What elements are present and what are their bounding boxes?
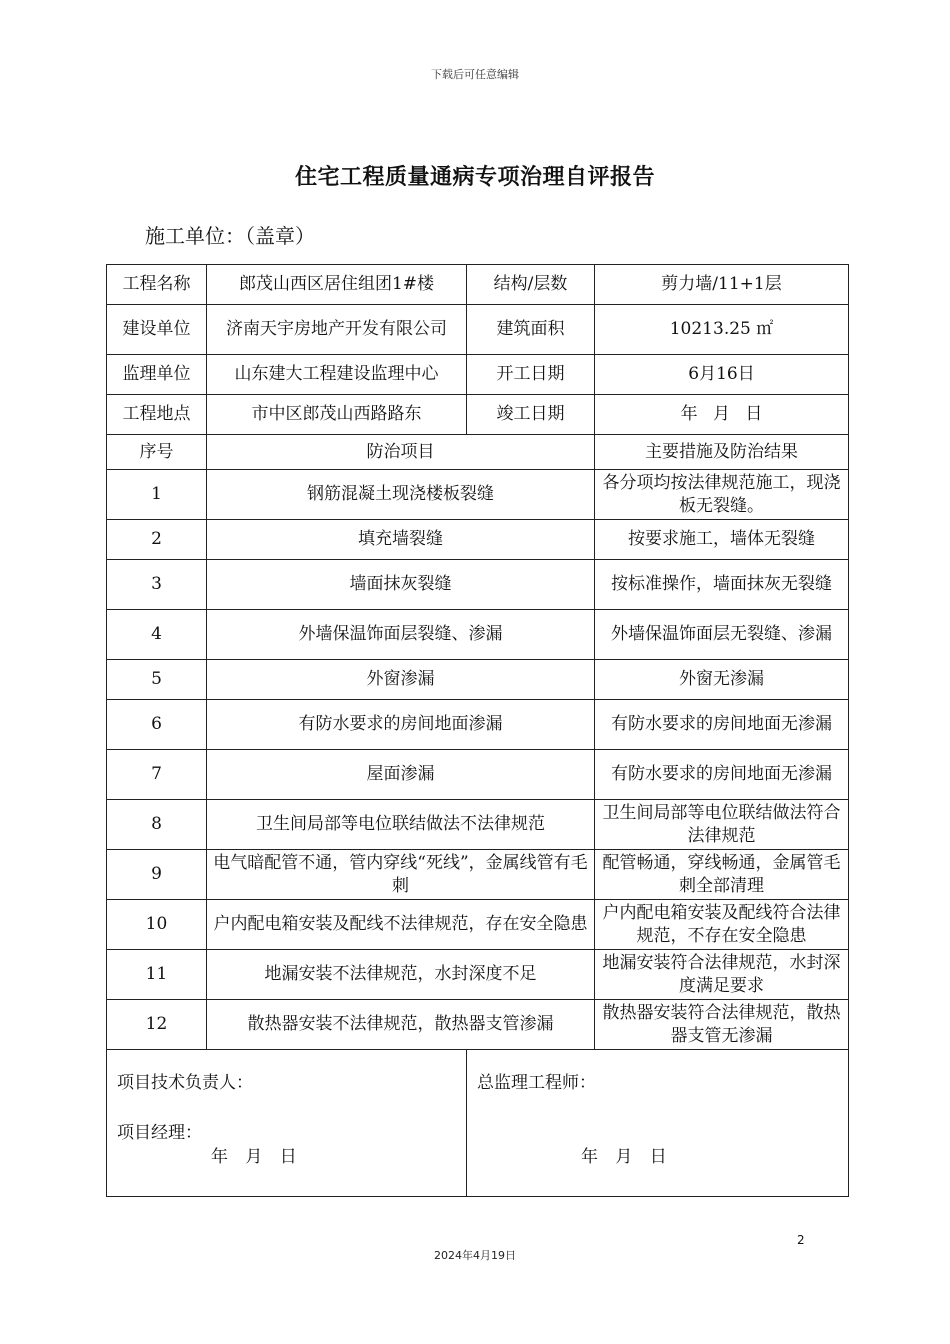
location-value: 市中区郎茂山西路路东	[207, 395, 467, 435]
supervisor-value: 山东建大工程建设监理中心	[207, 355, 467, 395]
table-row	[107, 750, 849, 800]
construction-unit-line: 施工单位：（盖章）	[145, 224, 315, 248]
row-result: 有防水要求的房间地面无渗漏	[595, 750, 849, 800]
table-row	[107, 850, 849, 900]
project-name-label: 工程名称	[107, 265, 207, 305]
row-result: 有防水要求的房间地面无渗漏	[595, 700, 849, 750]
row-item: 屋面渗漏	[207, 750, 595, 800]
finish-date-value: 年 月 日	[595, 395, 849, 435]
row-no: 12	[107, 1000, 207, 1050]
row-no: 5	[107, 660, 207, 700]
row-item: 有防水要求的房间地面渗漏	[207, 700, 595, 750]
page-title: 住宅工程质量通病专项治理自评报告	[294, 165, 655, 190]
col-header-no: 序号	[107, 435, 207, 470]
row-result: 按要求施工，墙体无裂缝	[595, 520, 849, 560]
chief-supervisor-label: 总监理工程师：	[477, 1073, 596, 1093]
row-no: 6	[107, 700, 207, 750]
report-table	[106, 264, 849, 1197]
row-item: 外窗渗漏	[207, 660, 595, 700]
table-row	[107, 800, 849, 850]
area-value: 10213.25 ㎡	[595, 305, 849, 355]
supervisor-sign-date: 年 月 日	[581, 1147, 667, 1167]
supervisor-label: 监理单位	[107, 355, 207, 395]
location-label: 工程地点	[107, 395, 207, 435]
project-name-value: 郎茂山西区居住组团1#楼	[207, 265, 467, 305]
row-item: 填充墙裂缝	[207, 520, 595, 560]
row-no: 3	[107, 560, 207, 610]
table-row	[107, 470, 849, 520]
row-item: 外墙保温饰面层裂缝、渗漏	[207, 610, 595, 660]
row-item: 钢筋混凝土现浇楼板裂缝	[207, 470, 595, 520]
row-item: 散热器安装不法律规范，散热器支管渗漏	[207, 1000, 595, 1050]
table-row	[107, 560, 849, 610]
table-row	[107, 660, 849, 700]
row-item: 墙面抹灰裂缝	[207, 560, 595, 610]
table-row	[107, 900, 849, 950]
row-item: 地漏安装不法律规范，水封深度不足	[207, 950, 595, 1000]
supervisor-signature-cell	[467, 1050, 849, 1197]
contractor-sign-date: 年 月 日	[211, 1147, 297, 1167]
row-result: 配管畅通，穿线畅通，金属管毛刺全部清理	[595, 850, 849, 900]
structure-value: 剪力墙/11+1层	[595, 265, 849, 305]
finish-date-label: 竣工日期	[467, 395, 595, 435]
start-date-label: 开工日期	[467, 355, 595, 395]
info-row-supervisor	[107, 355, 849, 395]
row-item: 卫生间局部等电位联结做法不法律规范	[207, 800, 595, 850]
row-result: 地漏安装符合法律规范，水封深度满足要求	[595, 950, 849, 1000]
tech-lead-label: 项目技术负责人：	[117, 1073, 253, 1093]
info-row-project-name	[107, 265, 849, 305]
row-result: 散热器安装符合法律规范，散热器支管无渗漏	[595, 1000, 849, 1050]
area-label: 建筑面积	[467, 305, 595, 355]
table-row	[107, 950, 849, 1000]
page-number: 2	[797, 1233, 805, 1247]
row-result: 按标准操作，墙面抹灰无裂缝	[595, 560, 849, 610]
row-result: 外窗无渗漏	[595, 660, 849, 700]
column-header-row	[107, 435, 849, 470]
table-row	[107, 700, 849, 750]
row-result: 卫生间局部等电位联结做法符合法律规范	[595, 800, 849, 850]
row-no: 1	[107, 470, 207, 520]
header-note: 下载后可任意编辑	[431, 68, 519, 81]
project-manager-label: 项目经理：	[117, 1123, 202, 1143]
table-row	[107, 610, 849, 660]
row-item: 电气暗配管不通，管内穿线“死线”，金属线管有毛刺	[207, 850, 595, 900]
builder-label: 建设单位	[107, 305, 207, 355]
table-row	[107, 520, 849, 560]
col-header-result: 主要措施及防治结果	[595, 435, 849, 470]
row-no: 7	[107, 750, 207, 800]
row-no: 2	[107, 520, 207, 560]
table-row	[107, 1000, 849, 1050]
info-row-builder	[107, 305, 849, 355]
builder-value: 济南天宇房地产开发有限公司	[207, 305, 467, 355]
col-header-item: 防治项目	[207, 435, 595, 470]
structure-label: 结构/层数	[467, 265, 595, 305]
signature-row	[107, 1050, 849, 1197]
start-date-value: 6月16日	[595, 355, 849, 395]
row-no: 4	[107, 610, 207, 660]
row-no: 9	[107, 850, 207, 900]
row-no: 11	[107, 950, 207, 1000]
row-result: 各分项均按法律规范施工，现浇板无裂缝。	[595, 470, 849, 520]
info-row-location	[107, 395, 849, 435]
row-no: 8	[107, 800, 207, 850]
contractor-signature-cell	[107, 1050, 467, 1197]
row-item: 户内配电箱安装及配线不法律规范，存在安全隐患	[207, 900, 595, 950]
row-result: 户内配电箱安装及配线符合法律规范，不存在安全隐患	[595, 900, 849, 950]
row-result: 外墙保温饰面层无裂缝、渗漏	[595, 610, 849, 660]
footer-date: 2024年4月19日	[434, 1249, 516, 1262]
row-no: 10	[107, 900, 207, 950]
